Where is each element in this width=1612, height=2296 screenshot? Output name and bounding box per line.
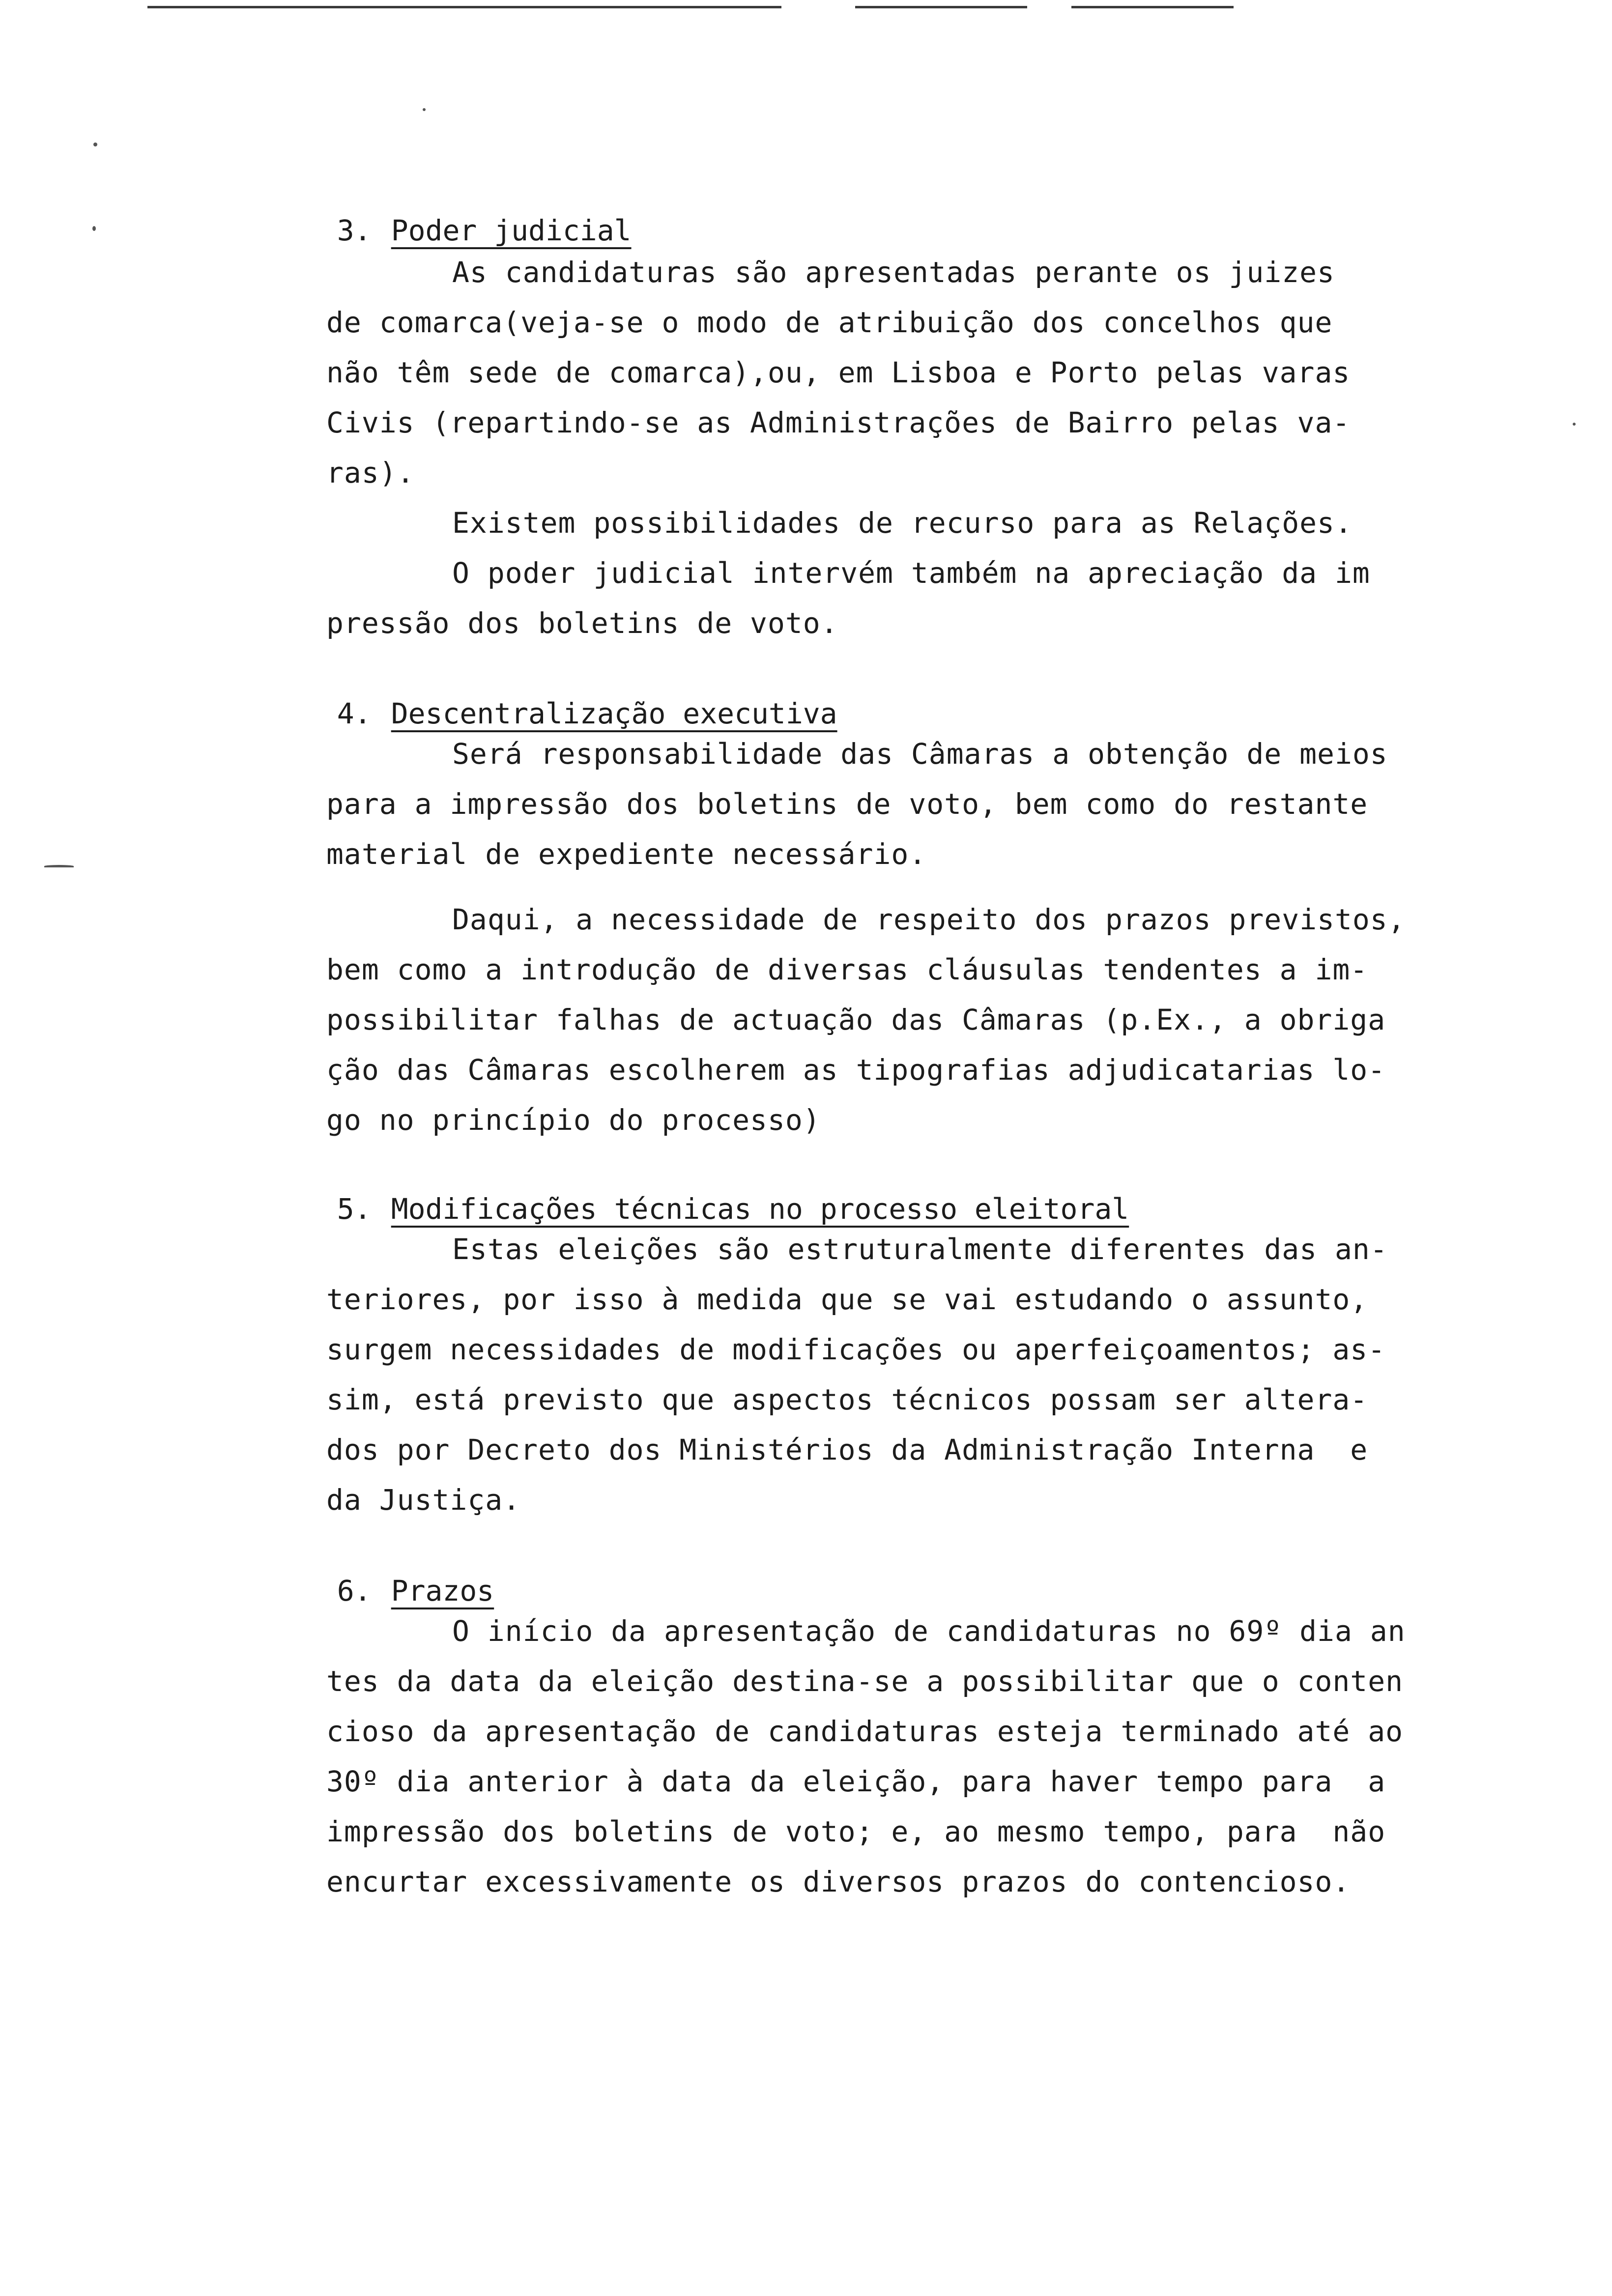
- paragraph-line: pressão dos boletins de voto.: [326, 606, 838, 640]
- paragraph-line: de comarca(veja-se o modo de atribuição dos concelhos que: [326, 306, 1333, 339]
- paragraph-line: da Justiça.: [326, 1483, 521, 1517]
- section-number: 5.: [337, 1192, 372, 1226]
- paragraph-line: Daqui, a necessidade de respeito dos prazos previstos,: [452, 903, 1406, 936]
- section-number: 4.: [337, 697, 372, 730]
- top-rule-middle: [855, 6, 1027, 8]
- section-title: Descentralização executiva: [391, 697, 837, 730]
- section-title: Poder judicial: [391, 214, 632, 247]
- paragraph-line: O início da apresentação de candidaturas no 69º dia an: [452, 1614, 1406, 1648]
- paragraph-line: encurtar excessivamente os diversos prazos do contencioso.: [326, 1865, 1351, 1898]
- scan-speck: [1573, 423, 1576, 426]
- paragraph-line: ras).: [326, 456, 415, 489]
- paragraph-line: dos por Decreto dos Ministérios da Administração Interna e: [326, 1433, 1368, 1466]
- scan-speck: [92, 226, 96, 231]
- paragraph-line: não têm sede de comarca),ou, em Lisboa e Porto pelas varas: [326, 356, 1351, 389]
- paragraph-line: surgem necessidades de modificações ou aperfeiçoamentos; as-: [326, 1333, 1386, 1366]
- paragraph-line: Existem possibilidades de recurso para as Relações.: [452, 506, 1353, 540]
- paragraph-line: cioso da apresentação de candidaturas esteja terminado até ao: [326, 1715, 1404, 1748]
- paragraph-line: go no princípio do processo): [326, 1103, 821, 1137]
- scan-speck: [423, 108, 426, 111]
- paragraph-line: possibilitar falhas de actuação das Câmaras (p.Ex., a obriga: [326, 1003, 1386, 1036]
- paragraph-line: ção das Câmaras escolherem as tipografias adjudicatarias lo-: [326, 1053, 1386, 1087]
- scan-speck: [93, 143, 97, 146]
- top-rule-left: [147, 6, 781, 8]
- paragraph-line: material de expediente necessário.: [326, 837, 927, 871]
- paragraph-line: impressão dos boletins de voto; e, ao mesmo tempo, para não: [326, 1815, 1386, 1848]
- paragraph-line: bem como a introdução de diversas cláusulas tendentes a im-: [326, 953, 1368, 986]
- section-number: 3.: [337, 214, 372, 247]
- paragraph-line: 30º dia anterior à data da eleição, para haver tempo para a: [326, 1765, 1386, 1798]
- paragraph-line: Estas eleições são estruturalmente diferentes das an-: [452, 1233, 1388, 1266]
- paragraph-line: tes da data da eleição destina-se a possibilitar que o conten: [326, 1665, 1404, 1698]
- section-title: Prazos: [391, 1574, 494, 1607]
- paragraph-line: sim, está previsto que aspectos técnicos possam ser altera-: [326, 1383, 1368, 1416]
- section-number: 6.: [337, 1574, 372, 1607]
- paragraph-line: Civis (repartindo-se as Administrações de Bairro pelas va-: [326, 406, 1351, 439]
- paragraph-line: para a impressão dos boletins de voto, bem como do restante: [326, 787, 1368, 821]
- scan-speck: [44, 865, 74, 867]
- top-rule-right: [1071, 6, 1234, 8]
- paragraph-line: As candidaturas são apresentadas perante os juizes: [452, 256, 1335, 289]
- paragraph-line: Será responsabilidade das Câmaras a obtenção de meios: [452, 737, 1388, 771]
- paragraph-line: teriores, por isso à medida que se vai estudando o assunto,: [326, 1283, 1368, 1316]
- section-title: Modificações técnicas no processo eleitoral: [391, 1192, 1129, 1226]
- paragraph-line: O poder judicial intervém também na apreciação da im: [452, 556, 1370, 590]
